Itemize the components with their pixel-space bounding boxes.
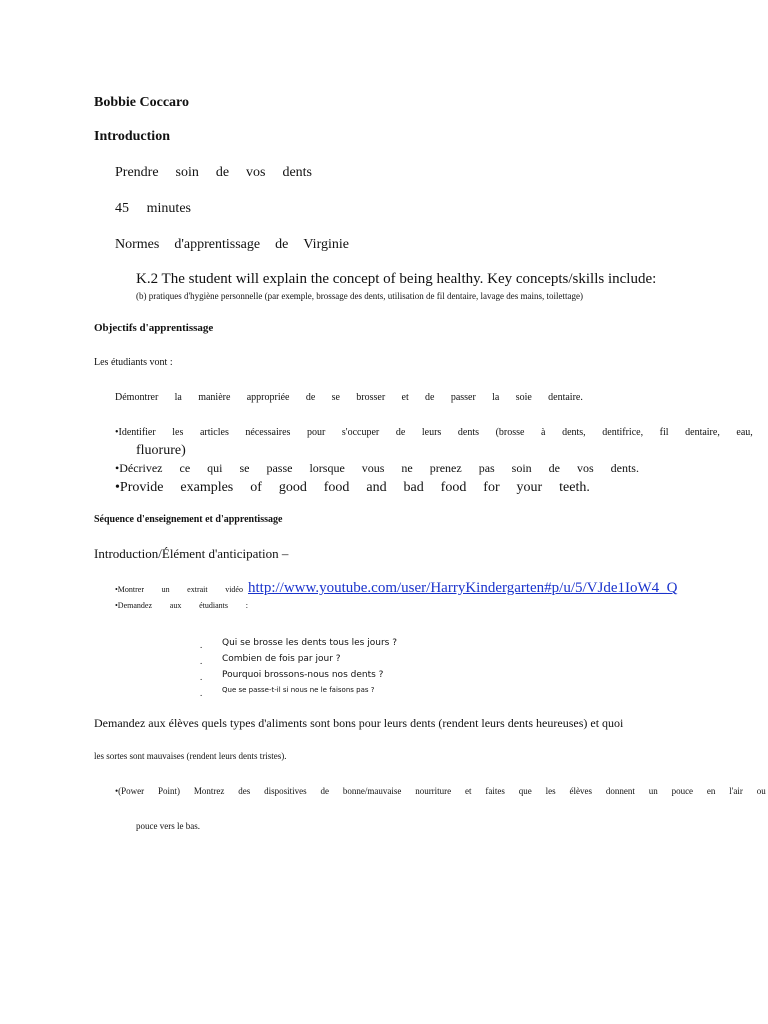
standards-label bbox=[115, 237, 349, 253]
question-item: Que se passe-t-il si nous ne le faisons pas ? bbox=[222, 686, 375, 694]
word: leurs bbox=[421, 427, 442, 438]
word: Point) bbox=[158, 786, 181, 796]
objectives-heading: Objectifs d'apprentissage bbox=[94, 322, 214, 334]
foods-question: Demandez aux élèves quels types d'aliments sont bons pour leurs dents (rendent leurs dents heureuses) et quoi bbox=[94, 716, 624, 730]
word: dents, bbox=[562, 427, 586, 438]
word: donnent bbox=[605, 786, 635, 796]
question-bullet: . bbox=[200, 656, 203, 666]
ask-students-label bbox=[115, 601, 248, 610]
anticipation-heading: Introduction/Élément d'anticipation – bbox=[94, 546, 289, 561]
word: l'air bbox=[729, 786, 743, 796]
question-bullet: . bbox=[200, 640, 203, 650]
word: dispositives bbox=[264, 786, 307, 796]
word: Virginie bbox=[303, 237, 349, 252]
word: (brosse bbox=[495, 427, 525, 438]
students-will: Les étudiants vont : bbox=[94, 357, 173, 368]
sequence-heading: Séquence d'enseignement et d'apprentissage bbox=[94, 514, 283, 525]
word: Montrez bbox=[193, 786, 225, 796]
word: •Décrivez bbox=[115, 461, 163, 475]
word: dents. bbox=[610, 461, 639, 475]
word: passe bbox=[266, 461, 293, 475]
word: bonne/mauvaise bbox=[342, 786, 402, 796]
word: en bbox=[706, 786, 716, 796]
word: : bbox=[245, 601, 248, 610]
word: fil bbox=[659, 427, 669, 438]
foods-question-cont: les sortes sont mauvaises (rendent leurs dents tristes). bbox=[94, 751, 287, 761]
word: your bbox=[516, 480, 543, 495]
word: et bbox=[401, 392, 409, 403]
word: ne bbox=[401, 461, 413, 475]
word: dentaire. bbox=[548, 392, 583, 403]
word: •Identifier bbox=[115, 427, 156, 438]
question-bullet: . bbox=[200, 672, 203, 682]
show-clip-label bbox=[115, 585, 243, 594]
word: vidéo bbox=[225, 585, 243, 594]
word: articles bbox=[199, 427, 229, 438]
word: vos bbox=[246, 165, 266, 180]
word: à bbox=[541, 427, 546, 438]
word: •(Power bbox=[115, 786, 145, 796]
word: Normes bbox=[115, 237, 160, 252]
word: pour bbox=[306, 427, 326, 438]
word: dentifrice, bbox=[602, 427, 644, 438]
word: soin bbox=[175, 165, 199, 180]
word: •Provide bbox=[115, 480, 164, 495]
word: eau, bbox=[736, 427, 753, 438]
word: manière bbox=[198, 392, 231, 403]
word: les bbox=[545, 786, 556, 796]
word: de bbox=[305, 392, 316, 403]
word: de bbox=[320, 786, 329, 796]
word: dentaire, bbox=[685, 427, 720, 438]
question-list bbox=[200, 636, 460, 700]
objective-1 bbox=[115, 392, 583, 403]
standard-k2: K.2 The student will explain the concept of being healthy. Key concepts/skills include: bbox=[136, 271, 657, 287]
word: aux bbox=[169, 601, 182, 610]
word: and bbox=[366, 480, 387, 495]
word: lorsque bbox=[309, 461, 345, 475]
word: faites bbox=[485, 786, 505, 796]
word: vous bbox=[361, 461, 385, 475]
word: des bbox=[238, 786, 251, 796]
word: pas bbox=[478, 461, 495, 475]
powerpoint-cont: pouce vers le bas. bbox=[136, 821, 200, 831]
word: de bbox=[215, 165, 230, 180]
powerpoint-line bbox=[115, 786, 766, 796]
word: élèves bbox=[569, 786, 592, 796]
word: un bbox=[648, 786, 658, 796]
word: la bbox=[492, 392, 500, 403]
objective-2 bbox=[115, 427, 753, 438]
word: nécessaires bbox=[245, 427, 291, 438]
word: vos bbox=[576, 461, 594, 475]
word: food bbox=[323, 480, 350, 495]
word: soin bbox=[511, 461, 532, 475]
video-link[interactable]: http://www.youtube.com/user/HarryKindergarten#p/u/5/VJde1IoW4_Q bbox=[248, 580, 678, 596]
word: Démontrer bbox=[115, 392, 159, 403]
word: se bbox=[331, 392, 340, 403]
word: passer bbox=[450, 392, 476, 403]
question-bullet: . bbox=[200, 688, 203, 698]
word: Prendre bbox=[115, 165, 159, 180]
intro-heading: Introduction bbox=[94, 129, 170, 144]
word: 45 bbox=[115, 201, 129, 216]
word: extrait bbox=[187, 585, 208, 594]
word: bad bbox=[403, 480, 424, 495]
question-item: Pourquoi brossons-nous nos dents ? bbox=[222, 670, 384, 680]
word: de bbox=[425, 392, 435, 403]
duration-line bbox=[115, 201, 191, 217]
word: soie bbox=[515, 392, 532, 403]
word: de bbox=[395, 427, 406, 438]
word: dents bbox=[457, 427, 479, 438]
word: •Demandez bbox=[115, 601, 153, 610]
question-item: Qui se brosse les dents tous les jours ? bbox=[222, 638, 397, 648]
word: les bbox=[172, 427, 184, 438]
word: minutes bbox=[146, 201, 191, 216]
question-item: Combien de fois par jour ? bbox=[222, 654, 341, 664]
word: pouce bbox=[671, 786, 694, 796]
word: que bbox=[518, 786, 532, 796]
word: un bbox=[161, 585, 170, 594]
word: •Montrer bbox=[115, 585, 145, 594]
topic-line bbox=[115, 165, 312, 181]
word: d'apprentissage bbox=[174, 237, 261, 252]
word: s'occuper bbox=[341, 427, 380, 438]
word: of bbox=[250, 480, 262, 495]
objective-3 bbox=[115, 461, 639, 476]
word: de bbox=[275, 237, 289, 252]
word: qui bbox=[207, 461, 223, 475]
word: de bbox=[548, 461, 560, 475]
word: se bbox=[239, 461, 250, 475]
word: dents bbox=[282, 165, 312, 180]
word: et bbox=[465, 786, 472, 796]
word: examples bbox=[180, 480, 234, 495]
objective-4 bbox=[115, 480, 590, 496]
word: good bbox=[278, 480, 307, 495]
word: food bbox=[440, 480, 467, 495]
word: nourriture bbox=[415, 786, 452, 796]
word: for bbox=[483, 480, 500, 495]
objective-2-cont: fluorure) bbox=[136, 443, 186, 458]
word: appropriée bbox=[246, 392, 290, 403]
word: ce bbox=[179, 461, 191, 475]
word: la bbox=[174, 392, 182, 403]
word: étudiants bbox=[199, 601, 228, 610]
word: ou bbox=[756, 786, 766, 796]
word: brosser bbox=[356, 392, 386, 403]
standard-b: (b) pratiques d'hygiène personnelle (par exemple, brossage des dents, utilisation de fil dentaire, lavage des mains, toilettage) bbox=[136, 291, 583, 301]
word: teeth. bbox=[559, 480, 590, 495]
author-name: Bobbie Coccaro bbox=[94, 95, 190, 110]
word: prenez bbox=[429, 461, 462, 475]
